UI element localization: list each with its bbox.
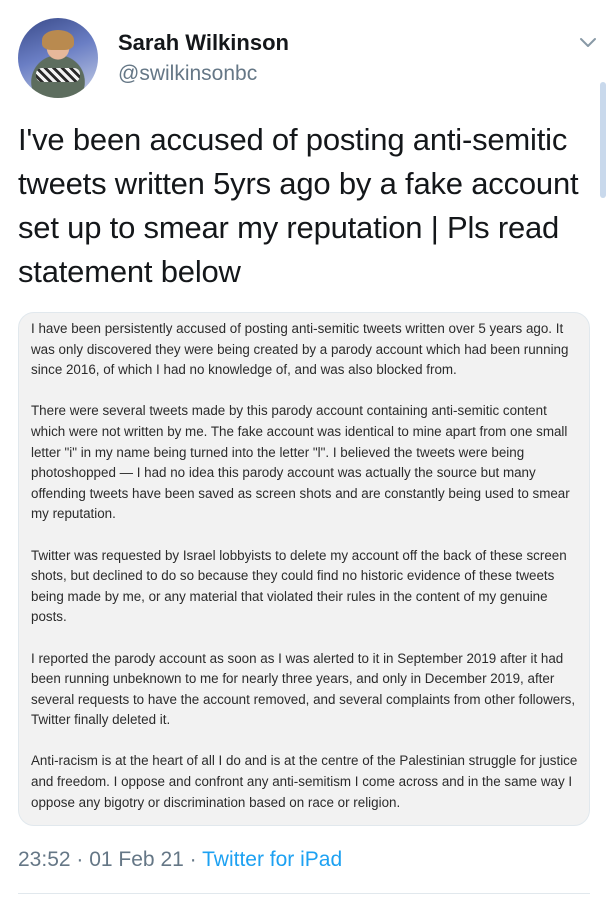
avatar-hair <box>42 30 74 50</box>
user-handle[interactable]: @swilkinsonbc <box>118 62 258 85</box>
avatar[interactable] <box>18 18 98 98</box>
tweet-source-link[interactable]: Twitter for iPad <box>202 848 343 871</box>
chevron-down-icon[interactable] <box>576 30 600 54</box>
avatar-scarf <box>36 68 80 82</box>
divider <box>18 893 590 894</box>
meta-separator: · <box>183 848 203 871</box>
display-name[interactable]: Sarah Wilkinson <box>118 30 289 55</box>
statement-image[interactable] <box>18 312 590 826</box>
scrollbar[interactable] <box>600 82 606 198</box>
statement-paragraph: Anti-racism is at the heart of all I do and is at the centre of the Palestinian struggle for justice and freedom. I oppose and confront any anti-semitism I come across and in the same way I oppose any bigotry or discrimination based on race or religion. <box>31 753 578 810</box>
tweet-time[interactable]: 23:52 <box>18 848 71 871</box>
tweet-text: I've been accused of posting anti-semitic tweets written 5yrs ago by a fake account set up to smear my reputation | Pls read statement below <box>18 122 579 289</box>
statement-paragraph: There were several tweets made by this parody account containing anti-semitic content which were not written by me. The fake account was identical to mine apart from one small letter "i" in my name being turned into the letter "l". I believed the tweets were being photoshopped — I had no idea this parody account was actually the source but many offending tweets have been saved as screen shots and are constantly being used to smear my reputation. <box>31 403 570 522</box>
meta-separator: · <box>70 848 90 871</box>
statement-paragraph: I have been persistently accused of posting anti-semitic tweets written over 5 years ago. It was only discovered they were being created by a parody account which had been running since 2016, of which I had no knowledge of, and was also blocked from. <box>31 321 569 378</box>
tweet-header <box>18 18 598 102</box>
statement-paragraph: Twitter was requested by Israel lobbyists to delete my account off the back of these screen shots, but declined to do so because they could find no historic evidence of these tweets being made by me, or any material that violated their rules in the content of my genuine posts. <box>31 547 567 625</box>
tweet-meta <box>18 848 342 872</box>
statement-paragraph: I reported the parody account as soon as I was alerted to it in September 2019 after it had been running unbeknown to me for nearly three years, and only in December 2019, after several requests to have the account removed, and several complaints from other followers, Twitter finally deleted it. <box>31 650 576 728</box>
tweet-date[interactable]: 01 Feb 21 <box>89 848 184 871</box>
